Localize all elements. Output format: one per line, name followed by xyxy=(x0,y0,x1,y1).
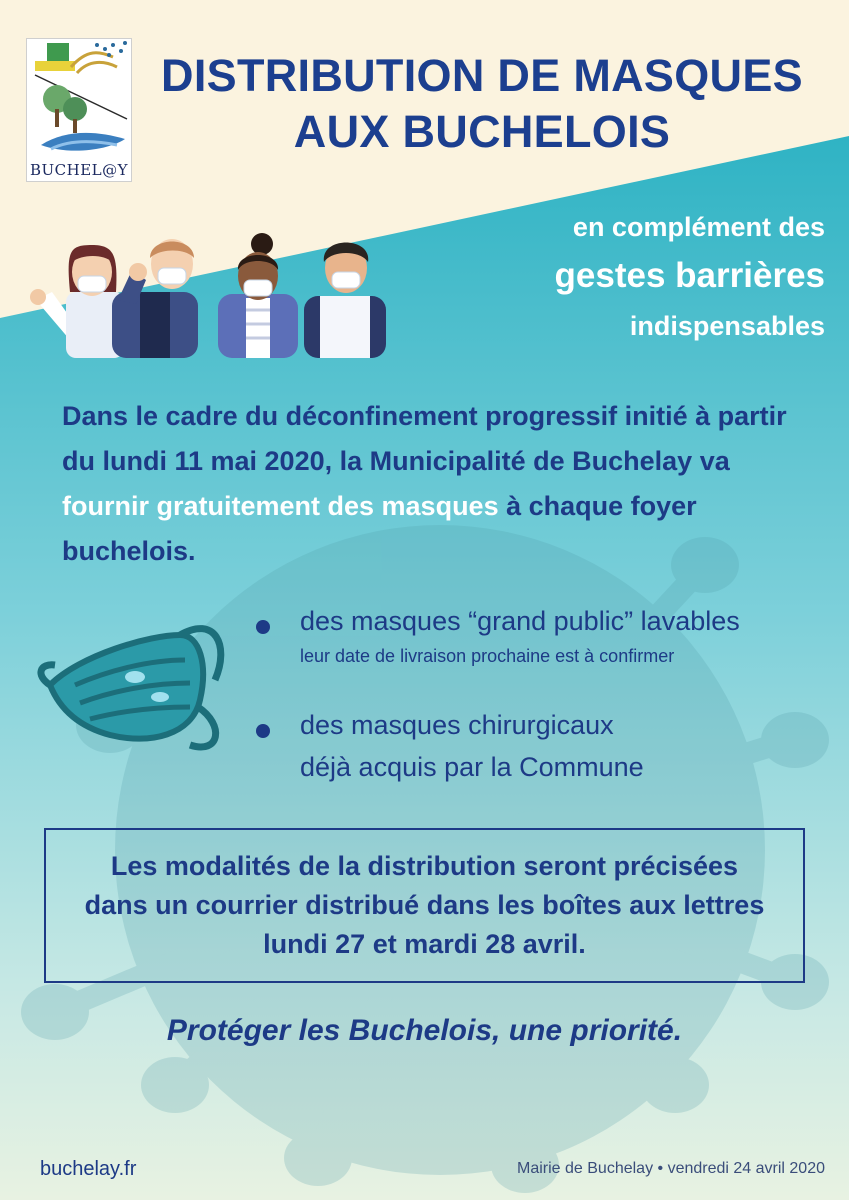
intro-text-end: à chaque foyer buchelois. xyxy=(62,491,697,566)
page-title xyxy=(132,48,832,160)
logo-emblem-icon xyxy=(27,39,131,157)
subtitle-line-1: en complément des xyxy=(572,212,825,242)
bullet-main-text: des masques “grand public” lavables xyxy=(300,606,740,636)
notice-line-2: dans un courrier distribué dans les boîtes aux lettres xyxy=(84,890,765,920)
intro-text-start: Dans le cadre du déconfinement progressif initié à partir du lundi 11 mai 2020, la Municipalité de Buchelay va xyxy=(62,401,787,476)
motto: Protéger les Buchelois, une priorité. xyxy=(166,1014,683,1047)
notice-line-1: Les modalités de la distribution seront précisées xyxy=(110,851,739,881)
bullet-dot-icon xyxy=(256,620,270,634)
bullet-main-text: des masques chirurgicaux xyxy=(300,710,614,740)
logo-text: BUCHEL@Y xyxy=(29,161,129,179)
intro-highlight: fournir gratuitement des masques xyxy=(62,491,499,521)
notice-box xyxy=(44,828,805,983)
buchelay-logo xyxy=(26,38,132,182)
subtitle-line-3: indispensables xyxy=(629,311,825,341)
subtitle-line-2: gestes barrières xyxy=(554,256,825,295)
notice-line-3: lundi 27 et mardi 28 avril. xyxy=(263,929,586,959)
notice-text xyxy=(85,847,765,964)
title-line-2: AUX BUCHELOIS xyxy=(293,106,671,157)
footer-signature: Mairie de Buchelay • vendredi 24 avril 2020 xyxy=(517,1160,825,1177)
bullet-secondary-text: leur date de livraison prochaine est à confirmer xyxy=(300,646,675,666)
website-link[interactable]: buchelay.fr xyxy=(40,1158,137,1180)
bullet-secondary-text: déjà acquis par la Commune xyxy=(300,752,644,782)
intro-paragraph xyxy=(62,394,797,574)
title-line-1: DISTRIBUTION DE MASQUES xyxy=(161,50,803,101)
bullet-dot-icon xyxy=(256,724,270,738)
